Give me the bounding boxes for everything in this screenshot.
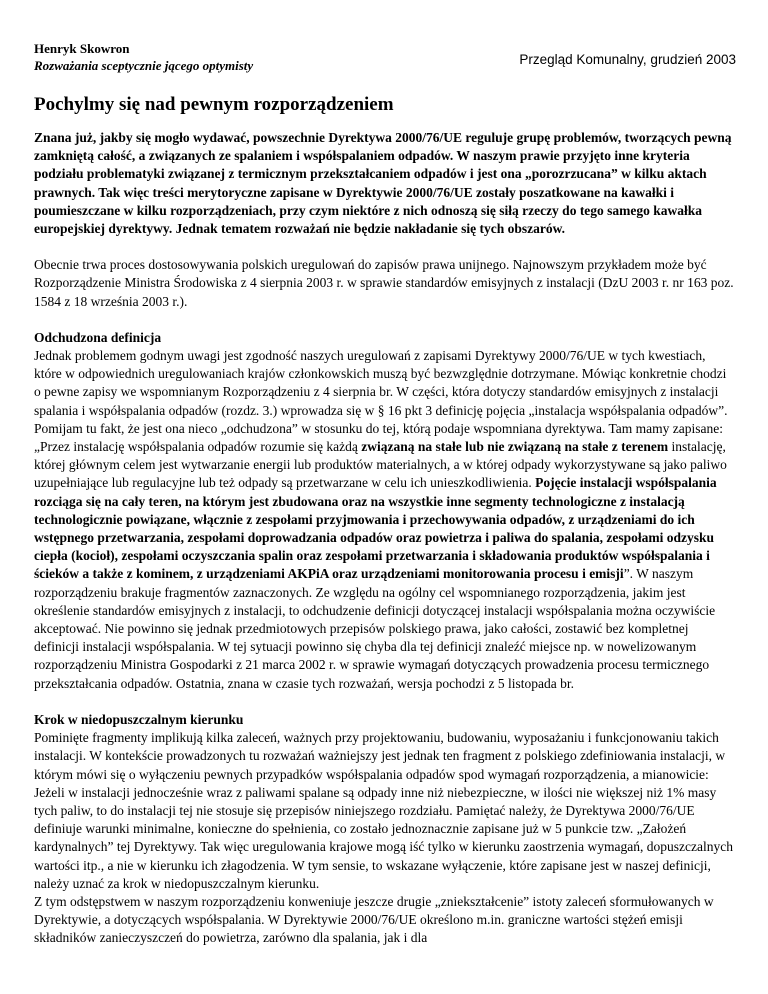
paragraph-text: Pominięte fragmenty implikują kilka zaleceń, ważnych przy projektowaniu, budowaniu, wyposażaniu i funkcjonowaniu takich instalacji. W kontekście prowadzonych tu rozważań ważniejszy jest jednak ten fragment z polskiego zdefiniowania instalacji, w którym mówi się o wyłączeniu pewnych przypadków współspalania odpadów spod wymagań rozporządzenia, a mianowicie: Jeżeli w instalacji jednocześnie wraz z paliwami spalane są odpady inne niż niebezpieczne, w ilości nie większej niż 1% masy tych paliw, to do instalacji tej nie stosuje się przepisów niniejszego rozdziału. Pamiętać należy, że Dyrektywa 2000/76/UE definiuje warunki minimalne, konieczne do spełnienia, co zostało jednoznacznie zapisane już w 5 punkcie tzw. „Założeń kardynalnych” tej Dyrektywy. Tak więc uregulowania krajowe mogą iść tylko w kierunku zaostrzenia wymagań, dopuszczalnych wartości itp., a nie w kierunku ich złagodzenia. W tym sensie, to wskazane wyłączenie, które zapisane jest w naszej definicji, należy uznać za krok w niedopuszczalnym kierunku. [34,730,733,891]
publication-source: Przegląd Komunalny, grudzień 2003 [519,52,736,67]
section-heading: Krok w niedopuszczalnym kierunku [34,711,244,727]
intro-paragraph: Obecnie trwa proces dostosowywania polskich uregulowań do zapisów prawa unijnego. Najnowszym przykładem może być Rozporządzenie Ministra Środowiska z 4 sierpnia 2003 r. w sprawie standardów emisyjnych z instalacji (DzU 2003 r. nr 163 poz. 1584 z 18 września 2003 r.). [34,257,734,309]
article-body [34,129,736,966]
paragraph-text: instalację, której głównym celem jest wytwarzanie energii lub produktów materialnych, a w której odpady wykorzystywane są jako paliwo uzupełniające lub regulacyjne lub też odpady są przetwarzane w celu ich unieszkodliwienia. [34,439,727,491]
section-heading: Odchudzona definicja [34,329,162,345]
lead-paragraph: Znana już, jakby się mogło wydawać, powszechnie Dyrektywa 2000/76/UE reguluje grupę problemów, tworzących pewną zamkniętą całość, a związanych ze spalaniem i współspalaniem odpadów. W naszym prawie przyjęto inne kryteria podziału problematyki związanej z termicznym przekształcaniem odpadów i jest ona „porozrzucana” w kilku aktach prawnych. Tak więc treści merytoryczne zapisane w Dyrektywie 2000/76/UE zostały poszatkowane na kawałki i poumieszczane w kilku rozporządzeniach, przy czym niektóre z nich odnoszą się siłą rzeczy do tego samego kawałka europejskiej dyrektywy. Jednak tematem rozważań nie będzie nakładanie się tych obszarów. [34,130,732,237]
document-header [34,0,736,90]
emphasized-text: związaną na stałe lub nie związaną na stałe z terenem [361,439,669,455]
article-title: Pochylmy się nad pewnym rozporządzeniem [34,94,394,115]
section-krok-w-niedopuszczalnym-kierunku [34,711,736,948]
column-series-title: Rozważania sceptycznie jącego optymisty [34,58,254,73]
paragraph-text: Jednak problemem godnym uwagi jest zgodność naszych uregulowań z zapisami Dyrektywy 2000/76/UE w tych kwestiach, które w odpowiednich uregulowaniach krajów członkowskich muszą być bezwzględnie dotrzymane. Mówiąc konkretnie chodzi o pewne zapisy we wspomnianym Rozporządzeniu z 4 sierpnia br. W części, która dotyczy standardów emisyjnych z instalacji spalania i współspalania odpadów (rozdz. 3.) wprowadza się w § 16 pkt 3 definicję pojęcia „instalacja współspalania odpadów”. Pomijam tu fakt, że jest ona nieco „odchudzona” w stosunku do tej, którą podaje wspomniana dyrektywa. Tam mamy zapisane: „Przez instalację współspalania odpadów rozumie się każdą [34,348,728,455]
document-page [34,0,736,946]
author-name: Henryk Skowron [34,41,130,56]
section-odchudzona-definicja [34,329,736,693]
paragraph-text: Z tym odstępstwem w naszym rozporządzeniu konweniuje jeszcze drugie „zniekształcenie” istoty zaleceń sformułowanych w Dyrektywie, a dotyczących współspalania. W Dyrektywie 2000/76/UE określono m.in. graniczne wartości stężeń emisji składników zanieczyszczeń do powietrza, zarówno dla spalania, jak i dla [34,893,714,946]
paragraph-text: ”. W naszym rozporządzeniu brakuje fragmentów zaznaczonych. Ze względu na ogólny cel wspomnianego rozporządzenia, jakim jest określenie standardów emisyjnych z instalacji, to odchudzenie definicji dotyczącej instalacji współspalania można oczywiście akceptować. Nie powinno się jednak przedmiotowych przepisów polskiego prawa, jako całości, zostawić bez kompletnej definicji instalacji współspalania. W tej sytuacji powinno się chyba dla tej definicji znaleźć miejsce np. w nowelizowanym rozporządzeniu Ministra Gospodarki z 21 marca 2002 r. w sprawie wymagań dotyczących prowadzenia procesu termicznego przekształcania odpadów. Ostatnia, znana w czasie tych rozważań, wersja pochodzi z 5 listopada br. [34,566,716,691]
emphasized-text: Pojęcie instalacji współspalania rozciąga się na cały teren, na którym jest zbudowana oraz na wszystkie inne segmenty technologiczne z instalacją technologicznie powiązane, włącznie z zespołami przyjmowania i przechowywania odpadów, z urządzeniami do ich wstępnego przetwarzania, zespołami doprowadzania odpadów oraz powietrza i paliwa do spalania, zespołami odzysku ciepła (kocioł), zespołami oczyszczania spalin oraz zespołami przetwarzania i składowania produktów współspalania i ścieków a także z kominem, z urządzeniami AKPiA oraz urządzeniami monitorowania procesu i emisji [34,475,717,582]
